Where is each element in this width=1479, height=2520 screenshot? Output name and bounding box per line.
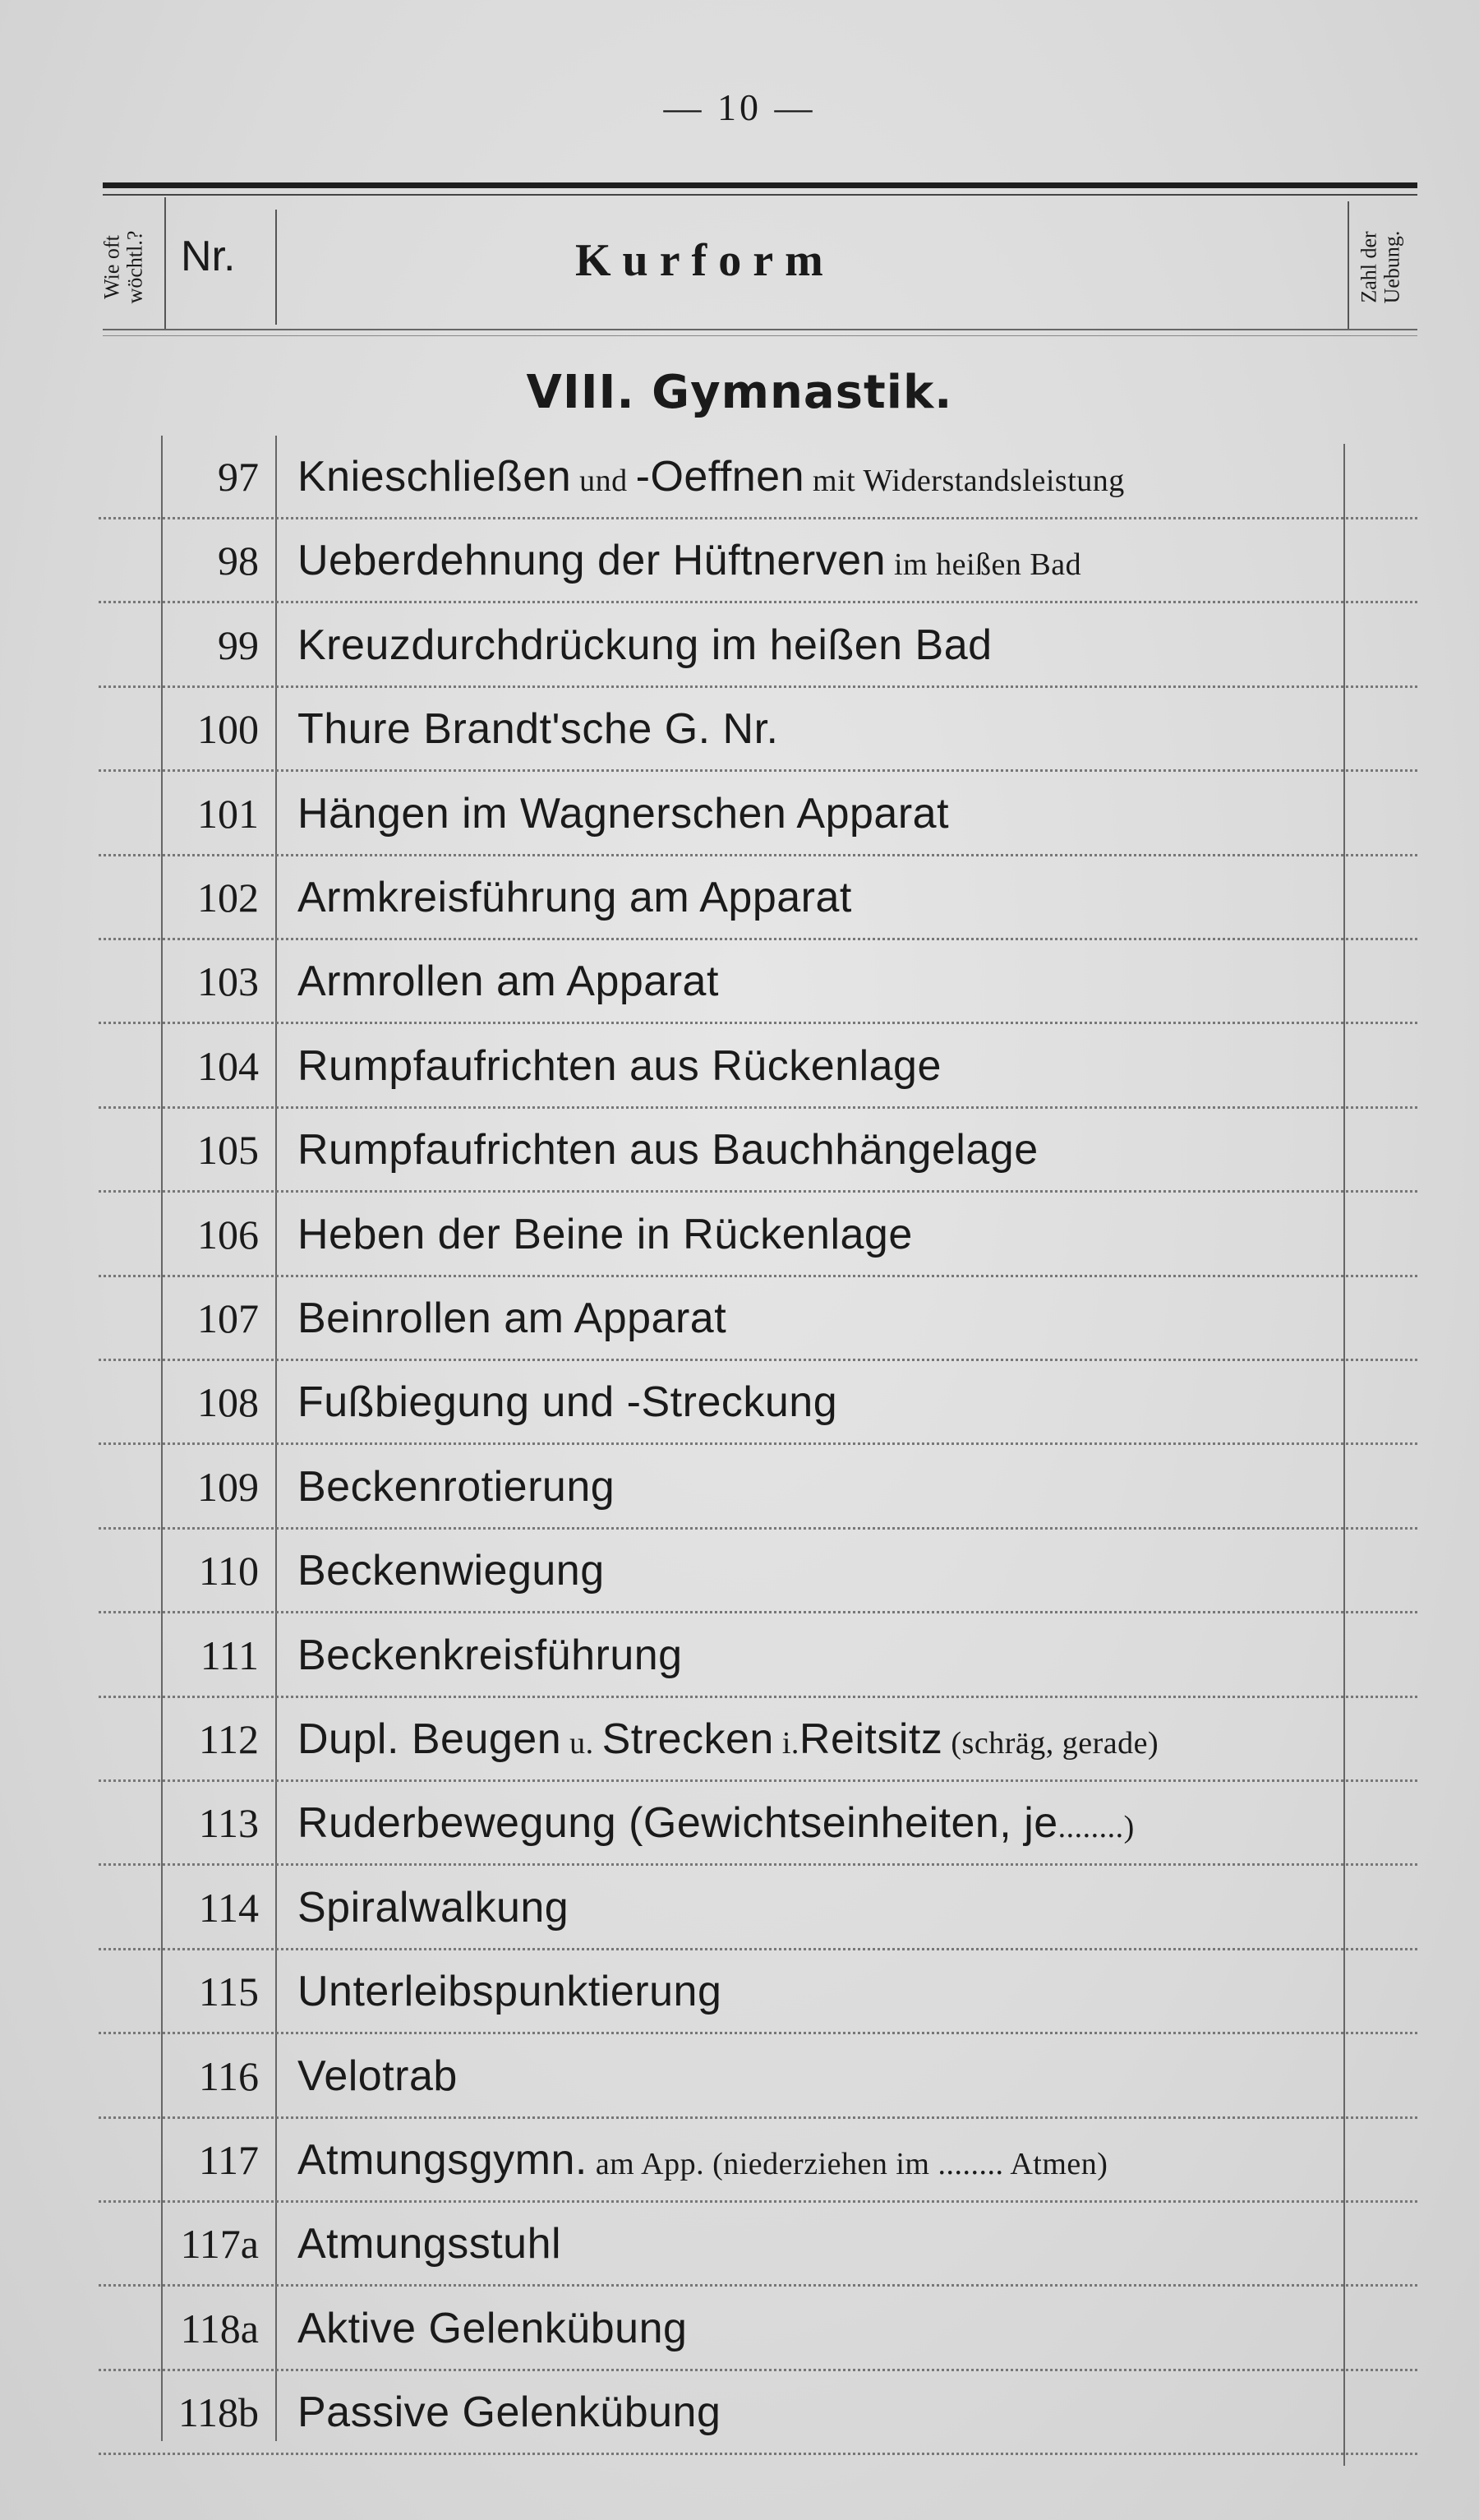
exercise-number: 98 [218, 538, 259, 584]
exercise-name-part: ........) [1057, 1810, 1135, 1845]
exercise-name [297, 2053, 458, 2099]
exercise-name-part: Beinrollen am Apparat [297, 1295, 727, 1342]
header-top-rule-thin [103, 194, 1417, 196]
exercise-name-part: Strecken [601, 1715, 774, 1763]
exercise-name [297, 622, 993, 668]
exercise-name-part: (schräg, gerade) [942, 1726, 1159, 1761]
exercise-number: 100 [197, 706, 259, 753]
table-row [0, 519, 1479, 603]
row-dotted-rule [99, 2453, 1417, 2455]
exercise-number: 109 [197, 1463, 259, 1510]
exercise-number: 112 [198, 1716, 259, 1762]
exercise-name-part: Beckenkreisführung [297, 1631, 683, 1679]
exercise-name [297, 1464, 615, 1510]
section-title: VIII. Gymnastik. [526, 366, 953, 419]
exercise-name-part: Beckenrotierung [297, 1462, 615, 1511]
exercise-name-part: Beckenwiegung [297, 1547, 605, 1595]
exercise-name [297, 1295, 726, 1341]
exercise-name-part: Atmungsgymn. [297, 2136, 587, 2184]
exercise-number: 117a [180, 2221, 259, 2268]
exercise-number: 113 [198, 1800, 259, 1847]
table-row [0, 1950, 1479, 2034]
table-row [0, 940, 1479, 1024]
exercise-name-part: i. [773, 1726, 799, 1761]
exercise-number: 110 [198, 1548, 259, 1595]
table-row [0, 1530, 1479, 1613]
exercise-number: 101 [197, 790, 259, 837]
table-row [0, 1025, 1479, 1109]
exercise-name [297, 1968, 721, 2015]
exercise-name [297, 538, 1081, 588]
exercise-number: 104 [197, 1042, 259, 1089]
exercise-name-part: Knieschließen [297, 453, 572, 501]
exercise-name-part: Fußbiegung und -Streckung [297, 1378, 838, 1427]
exercise-name [297, 1212, 913, 1258]
exercise-name-part: Passive Gelenkübung [297, 2388, 721, 2437]
exercise-name [297, 791, 949, 837]
table-row [0, 688, 1479, 772]
column-header-frequency [90, 205, 156, 329]
exercise-name-part: Ueberdehnung der Hüftnerven [297, 537, 886, 585]
exercise-name-part: und [571, 464, 636, 498]
exercise-name-part: Armrollen am Apparat [297, 958, 719, 1006]
exercise-number: 114 [198, 1884, 259, 1931]
exercise-number: 111 [200, 1632, 259, 1678]
table-row [0, 1867, 1479, 1950]
exercise-name-part: mit Widerstandsleistung [804, 464, 1125, 498]
exercise-name [297, 2137, 1108, 2187]
exercise-number: 107 [197, 1295, 259, 1341]
column-header-count [1343, 205, 1417, 329]
exercise-name [297, 2389, 721, 2435]
exercise-name [297, 1548, 605, 1594]
table-row [0, 2203, 1479, 2287]
exercise-name-part: Armkreisführung am Apparat [297, 874, 852, 921]
exercise-name [297, 2221, 561, 2267]
exercise-name [297, 454, 1125, 504]
exercise-name [297, 1043, 942, 1089]
table-row [0, 773, 1479, 856]
table-row [0, 1277, 1479, 1361]
exercise-number: 118b [177, 2389, 259, 2436]
exercise-number: 99 [218, 621, 259, 668]
header-bottom-rule [103, 329, 1417, 330]
exercise-number: 118a [180, 2305, 259, 2352]
exercise-name-part: -Oeffnen [635, 453, 805, 501]
header-divider [275, 210, 277, 325]
exercise-name-part: (niederziehen im ........ Atmen) [712, 2147, 1108, 2181]
table-row [0, 1446, 1479, 1530]
column-header-nr: Nr. [181, 233, 236, 280]
table-row [0, 1109, 1479, 1193]
exercise-name-part: am App. [587, 2147, 713, 2181]
table-row [0, 2035, 1479, 2119]
exercise-name-part: Kreuzdurchdrückung im heißen Bad [297, 621, 993, 669]
exercise-number: 106 [197, 1211, 259, 1258]
exercise-name [297, 1716, 1159, 1766]
exercise-number: 115 [198, 1968, 259, 2015]
exercise-name-part: Ruderbewegung (Gewichtseinheiten, je [297, 1799, 1058, 1848]
header-top-rule [103, 182, 1417, 188]
exercise-name-part: Hängen im Wagnerschen Apparat [297, 789, 950, 838]
exercise-name-part: Atmungsstuhl [297, 2220, 562, 2268]
exercise-name-part: Spiralwalkung [297, 1883, 569, 1932]
table-row [0, 604, 1479, 688]
exercise-name-part: Thure Brandt'sche G. Nr. [297, 705, 779, 754]
exercise-name [297, 1379, 837, 1425]
exercise-number: 105 [197, 1127, 259, 1174]
table-row [0, 2119, 1479, 2203]
exercise-name [297, 958, 719, 1004]
table-row [0, 2287, 1479, 2371]
page-number: — 10 — [663, 86, 816, 128]
exercise-name [297, 1127, 1039, 1173]
exercise-number: 108 [197, 1379, 259, 1426]
exercise-name-part: Rumpfaufrichten aus Rückenlage [297, 1041, 942, 1090]
table-row [0, 436, 1479, 519]
exercise-name-part: Heben der Beine in Rückenlage [297, 1210, 913, 1258]
exercise-name-part: Reitsitz [799, 1715, 943, 1763]
table-row [0, 1782, 1479, 1866]
exercise-number: 102 [197, 875, 259, 921]
exercise-name-part: Dupl. Beugen [297, 1715, 562, 1763]
exercise-name [297, 2305, 687, 2352]
exercise-name-part: Aktive Gelenkübung [297, 2304, 688, 2352]
exercise-name [297, 1800, 1135, 1850]
table-row [0, 1698, 1479, 1782]
exercise-number: 97 [218, 454, 259, 500]
exercise-name [297, 1632, 683, 1678]
table-row [0, 1361, 1479, 1445]
exercise-name [297, 706, 779, 752]
exercise-name-part: u. [561, 1726, 602, 1761]
column-header-count-label: Zahl der Uebung. [1356, 230, 1403, 304]
table-row [0, 1193, 1479, 1277]
table-row [0, 1614, 1479, 1698]
exercise-name-part: Rumpfaufrichten aus Bauchhängelage [297, 1126, 1039, 1175]
exercise-name-part: Velotrab [297, 2052, 458, 2100]
header-bottom-rule-thin [103, 335, 1417, 336]
exercise-number: 103 [197, 958, 259, 1005]
exercise-name [297, 875, 852, 921]
table-row [0, 856, 1479, 940]
header-divider [164, 197, 166, 329]
table-row [0, 2371, 1479, 2455]
column-header-kurform: Kurform [575, 235, 835, 286]
exercise-name [297, 1885, 569, 1931]
exercise-number: 116 [198, 2052, 259, 2099]
exercise-name-part: im heißen Bad [885, 547, 1082, 583]
exercise-name-part: Unterleibspunktierung [297, 1968, 722, 2016]
exercise-number: 117 [198, 2137, 259, 2183]
column-header-frequency-label: Wie oft wöchtl.? [99, 230, 146, 304]
